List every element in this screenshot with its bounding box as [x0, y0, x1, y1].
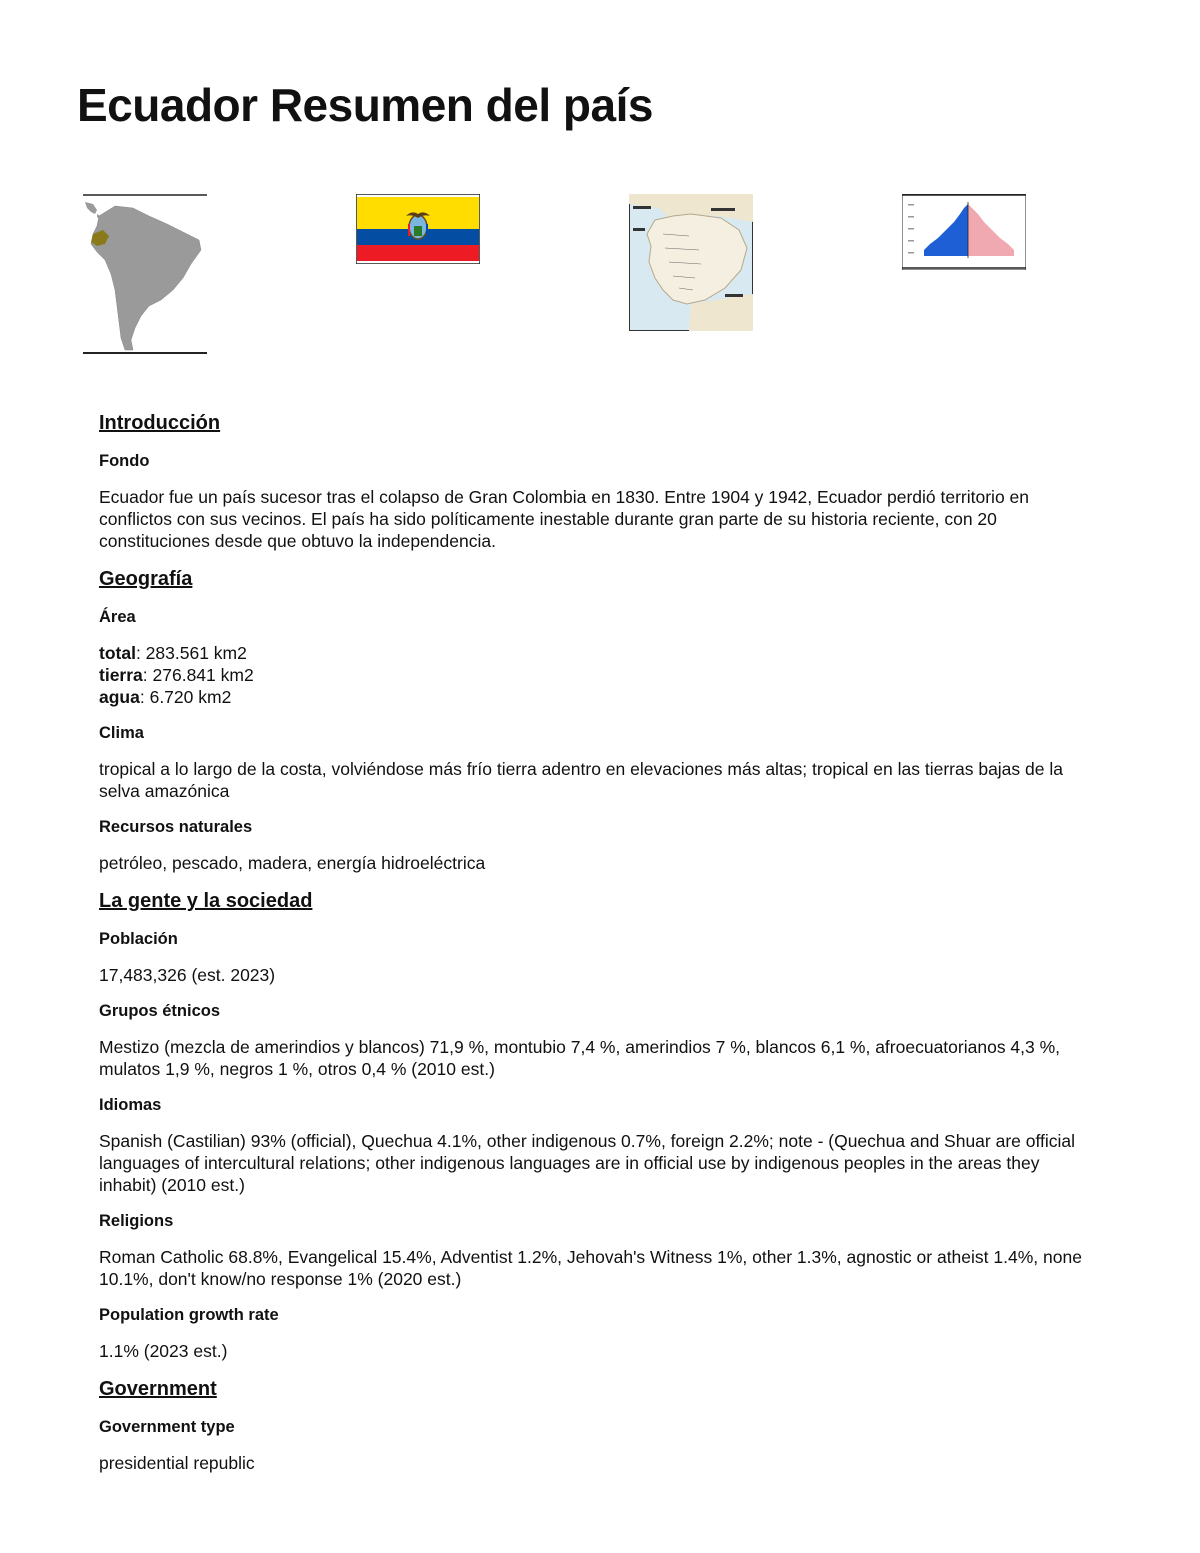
- area-agua-row: [99, 686, 1099, 708]
- area-total-key: total: [99, 643, 136, 663]
- recursos-text: petróleo, pescado, madera, energía hidroeléctrica: [99, 853, 486, 873]
- fondo-text: Ecuador fue un país sucesor tras el colapso de Gran Colombia en 1830. Entre 1904 y 1942, Ecuador perdió territorio en conflictos con sus vecinos. El país ha sido políticamente inestable durante gran parte de su historia reciente, con 20 constituciones desde que obtuvo la independencia.: [99, 487, 1030, 551]
- section-introduction: [99, 410, 1099, 552]
- subheading-clima: Clima: [99, 724, 144, 742]
- area-tierra-key: tierra: [99, 665, 143, 685]
- subheading-religions: Religions: [99, 1212, 174, 1230]
- section-heading-people: La gente y la sociedad: [99, 890, 313, 912]
- poblacion-text: 17,483,326 (est. 2023): [99, 965, 276, 985]
- area-tierra-value: : 276.841 km2: [142, 665, 254, 685]
- religions-text: Roman Catholic 68.8%, Evangelical 15.4%, Adventist 1.2%, Jehovah's Witness 1%, other 1.3%, agnostic or atheist 1.4%, none 10.1%, don't know/no response 1% (2020 est.): [99, 1247, 1082, 1289]
- idiomas-text: Spanish (Castilian) 93% (official), Quechua 4.1%, other indigenous 0.7%, foreign 2.2%; note - (Quechua and Shuar are official languages of intercultural relations; other indigenous languages are in official use by indigenous peoples in the areas they inhabit) (2010 est.): [99, 1131, 1076, 1195]
- section-heading-geografia: Geografía: [99, 568, 193, 590]
- government-type-text: presidential republic: [99, 1453, 255, 1473]
- area-values: [99, 642, 1099, 708]
- area-agua-value: : 6.720 km2: [139, 687, 232, 707]
- document-body: [99, 410, 1099, 1488]
- area-tierra-row: [99, 664, 1099, 686]
- south-america-locator-map: [83, 194, 207, 356]
- area-total-value: : 283.561 km2: [135, 643, 247, 663]
- growth-rate-text: 1.1% (2023 est.): [99, 1341, 228, 1361]
- clima-text: tropical a lo largo de la costa, volviéndose más frío tierra adentro en elevaciones más altas; tropical en las tierras bajas de la selva amazónica: [99, 759, 1063, 801]
- subheading-recursos: Recursos naturales: [99, 818, 253, 836]
- subheading-area: Área: [99, 608, 136, 626]
- area-agua-key: agua: [99, 687, 140, 707]
- page-title: Ecuador Resumen del país: [77, 79, 653, 131]
- subheading-government-type: Government type: [99, 1418, 235, 1436]
- subheading-poblacion: Población: [99, 930, 178, 948]
- area-total-row: [99, 642, 1099, 664]
- section-geografia: [99, 566, 1099, 874]
- population-pyramid-chart: [902, 194, 1026, 270]
- etnicos-text: Mestizo (mezcla de amerindios y blancos) 71,9 %, montubio 7,4 %, amerindios 7 %, blancos 6,1 %, afroecuatorianos 4,3 %, mulatos 1,9 %, negros 1 %, otros 0,4 % (2010 est.): [99, 1037, 1061, 1079]
- ecuador-flag: [356, 194, 480, 264]
- section-heading-introduction: Introducción: [99, 412, 221, 434]
- subheading-idiomas: Idiomas: [99, 1096, 162, 1114]
- section-heading-government: Government: [99, 1378, 217, 1400]
- ecuador-country-map: [629, 194, 753, 331]
- section-people-society: [99, 888, 1099, 1362]
- subheading-fondo: Fondo: [99, 452, 150, 470]
- subheading-growth-rate: Population growth rate: [99, 1306, 279, 1324]
- subheading-etnicos: Grupos étnicos: [99, 1002, 221, 1020]
- section-government: [99, 1376, 1099, 1474]
